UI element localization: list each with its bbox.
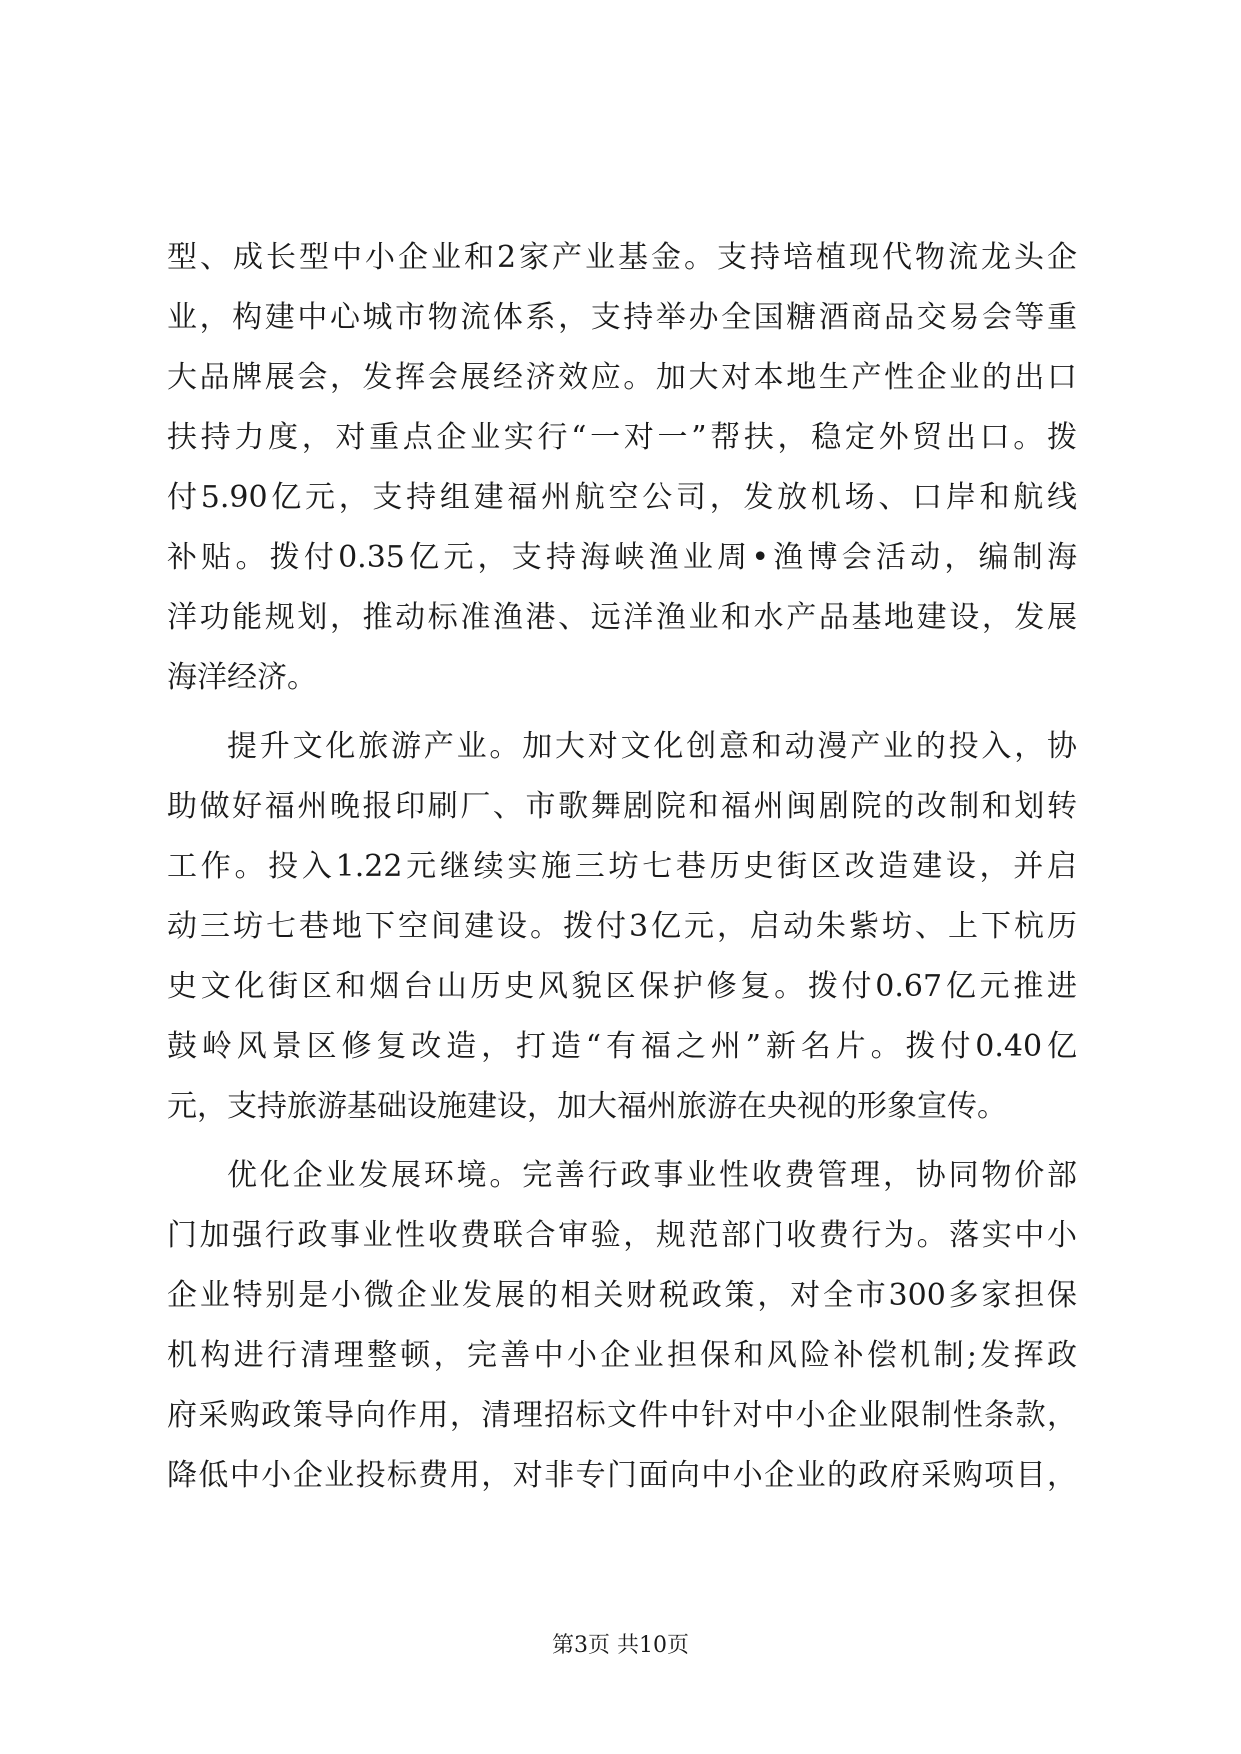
text-line: 工作。投入1.22元继续实施三坊七巷历史街区改造建设，并启 [167, 849, 1077, 884]
text-line: 府采购政策导向作用，清理招标文件中针对中小企业限制性条款， [167, 1398, 1077, 1433]
body-text [167, 228, 1077, 1506]
text-line: 补贴。拨付0.35亿元，支持海峡渔业周•渔博会活动，编制海 [167, 540, 1077, 575]
text-line: 洋功能规划，推动标准渔港、远洋渔业和水产品基地建设，发展 [167, 600, 1077, 635]
text-line: 动三坊七巷地下空间建设。拨付3亿元，启动朱紫坊、上下杭历 [167, 909, 1077, 944]
paragraph-business-environment [167, 1146, 1077, 1506]
text-line: 元，支持旅游基础设施建设，加大福州旅游在央视的形象宣传。 [167, 1089, 1007, 1124]
text-line: 降低中小企业投标费用，对非专门面向中小企业的政府采购项目， [167, 1458, 1077, 1493]
paragraph-culture-tourism [167, 717, 1077, 1137]
text-line: 企业特别是小微企业发展的相关财税政策，对全市300多家担保 [167, 1278, 1077, 1313]
text-line: 大品牌展会，发挥会展经济效应。加大对本地生产性企业的出口 [167, 360, 1077, 395]
text-line: 业，构建中心城市物流体系，支持举办全国糖酒商品交易会等重 [167, 300, 1077, 335]
text-line: 提升文化旅游产业。加大对文化创意和动漫产业的投入，协 [227, 729, 1077, 764]
text-line: 型、成长型中小企业和2家产业基金。支持培植现代物流龙头企 [167, 240, 1077, 275]
text-line: 海洋经济。 [167, 660, 317, 695]
text-line: 助做好福州晚报印刷厂、市歌舞剧院和福州闽剧院的改制和划转 [167, 789, 1077, 824]
text-line: 史文化街区和烟台山历史风貌区保护修复。拨付0.67亿元推进 [167, 969, 1077, 1004]
text-line: 门加强行政事业性收费联合审验，规范部门收费行为。落实中小 [167, 1218, 1077, 1253]
text-line: 鼓岭风景区修复改造，打造“有福之州”新名片。拨付0.40亿 [167, 1029, 1077, 1064]
text-line: 付5.90亿元，支持组建福州航空公司，发放机场、口岸和航线 [167, 480, 1077, 515]
paragraph-logistics [167, 228, 1077, 708]
text-line: 优化企业发展环境。完善行政事业性收费管理，协同物价部 [227, 1158, 1077, 1193]
text-line: 扶持力度，对重点企业实行“一对一”帮扶，稳定外贸出口。拨 [167, 420, 1077, 455]
text-line: 机构进行清理整顿，完善中小企业担保和风险补偿机制;发挥政 [167, 1338, 1077, 1373]
page-number-footer: 第3页 共10页 [552, 1633, 689, 1658]
